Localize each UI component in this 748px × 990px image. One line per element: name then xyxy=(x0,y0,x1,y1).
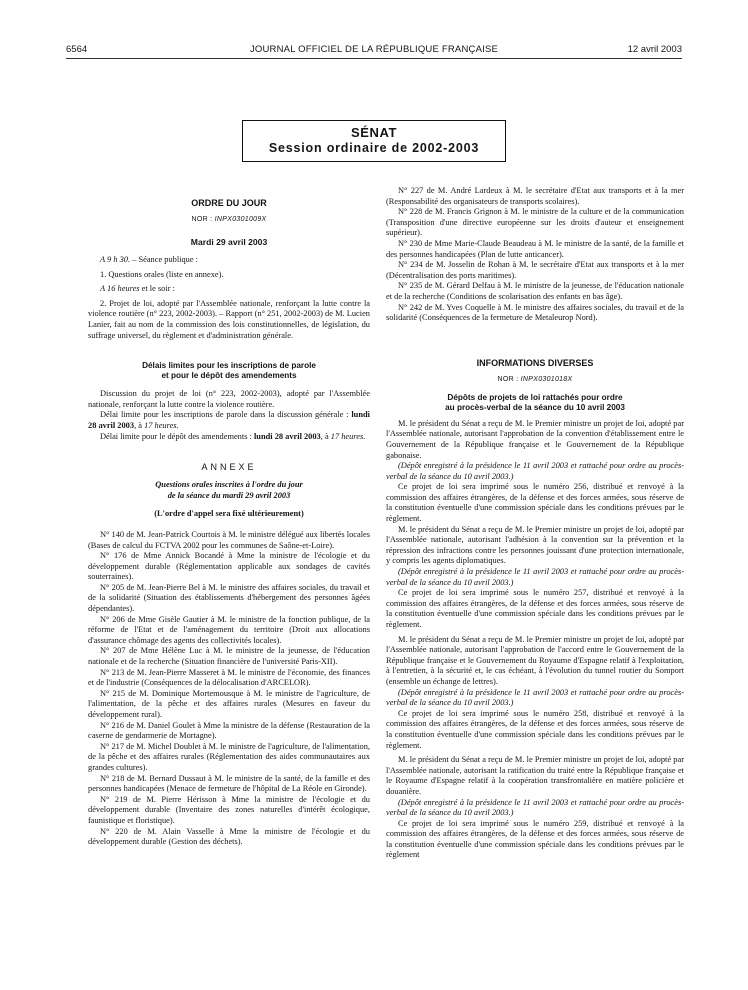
nor-label: NOR : xyxy=(497,375,519,383)
annexe-title: ANNEXE xyxy=(201,462,257,473)
senat-title-box xyxy=(242,120,506,162)
journal-title: JOURNAL OFFICIEL DE LA RÉPUBLIQUE FRANÇAISE xyxy=(249,44,499,55)
date-heading: Mardi 29 avril 2003 xyxy=(190,237,268,247)
nor-code: INPX0301018X xyxy=(520,375,573,383)
depot-text: M. le président du Sénat a reçu de M. le Premier ministre un projet de loi, adopté par l'Assemblée nationale, autorisant l'adhésion à la convention sur la prévention et la répression des infractions contre les personnes jouissant d'une protection internationale, y compris les agents diplomatiques. xyxy=(386,524,684,566)
delais-p2-date: lundi 28 avril 2003 xyxy=(88,410,370,430)
item-1: 1. Questions orales (liste en annexe). xyxy=(100,269,224,279)
question-item: N° 217 de M. Michel Doublet à M. le ministre de l'agriculture, de l'alimentation, de la pêche et des affaires rurales (Réglementation des aides communautaires aux grandes cultures). xyxy=(88,741,370,772)
delais-p3-text: Délai limite pour le dépôt des amendements : xyxy=(100,431,254,441)
depot-print: Ce projet de loi sera imprimé sous le numéro 256, distribué et renvoyé à la commission des affaires étrangères, de la défense et des forces armées, sous réserve de la constitution éventuelle d'une commission spéciale dans les conditions prévues par le règlement. xyxy=(386,482,684,524)
question-item: N° 216 de M. Daniel Goulet à Mme la ministre de la défense (Restauration de la caserne de gendarmerie de Mortagne). xyxy=(88,720,370,741)
depot-text: M. le président du Sénat a reçu de M. le Premier ministre un projet de loi, adopté par l'Assemblée nationale, autorisant la ratification du traité entre la République française et le Royaume d'Espagne relatif à la coopération transfrontalière en matière policière et douanière. xyxy=(386,755,684,796)
delais-p2-time: 17 heures. xyxy=(144,420,179,430)
nor-line xyxy=(88,216,370,223)
nor-code: INPX0301009X xyxy=(214,216,267,223)
annexe-subtitle-2: de la séance du mardi 29 avril 2003 xyxy=(167,490,291,500)
depots-heading-2: au procès-verbal de la séance du 10 avril 2003 xyxy=(445,402,625,412)
delais-paragraph-2 xyxy=(88,410,370,431)
item-2: 2. Projet de loi, adopté par l'Assemblée nationale, renforçant la lutte contre la violence routière (n° 223, 2002-2003). – Rapport (n° 251, 2002-2003) de M. Lucien Lanier, fait au nom de la commission des lois constitutionnelles, de législation, du suffrage universel, du règlement et d'administration générale. xyxy=(88,298,370,340)
senat-title: SÉNAT xyxy=(350,125,398,140)
question-item: N° 219 de M. Pierre Hérisson à Mme la ministre de l'écologie et du développement durable (Inventaire des zones naturelles d'intérêt écologique, faunistique et floristique). xyxy=(88,794,370,825)
page-number: 6564 xyxy=(66,44,88,55)
ordre-du-jour-title: ORDRE DU JOUR xyxy=(191,198,267,208)
nor-label: NOR : xyxy=(191,216,213,223)
questions-list-right xyxy=(386,186,684,324)
question-item: N° 218 de M. Bernard Dussaut à M. le ministre de la santé, de la famille et des personnes handicapées (Menace de fermeture de l'hôpital de La Réole en Gironde). xyxy=(88,773,370,794)
depots-heading-1: Dépôts de projets de loi rattachés pour ordre xyxy=(447,392,623,402)
session-title: Session ordinaire de 2002-2003 xyxy=(268,141,480,155)
delais-heading-2: et pour le dépôt des amendements xyxy=(161,371,297,381)
informations-diverses-title: INFORMATIONS DIVERSES xyxy=(476,357,594,368)
delais-paragraph-3 xyxy=(88,432,370,443)
annexe-note: (L'ordre d'appel sera fixé ultérieurement) xyxy=(154,509,304,519)
depot-note: (Dépôt enregistré à la présidence le 11 avril 2003 et rattaché pour ordre au procès-verbal de la séance du 10 avril 2003.) xyxy=(386,567,684,587)
issue-date: 12 avril 2003 xyxy=(627,44,682,55)
question-item: N° 213 de M. Jean-Pierre Masseret à M. le ministre de l'économie, des finances et de l'industrie (Conséquences de la délocalisation d'ARCELOR). xyxy=(88,667,370,688)
question-item: N° 205 de M. Jean-Pierre Bel à M. le ministre des affaires sociales, du travail et de la solidarité (Situation des établissements d'hébergement des personnes âgées dépendantes). xyxy=(88,582,370,614)
question-item: N° 206 de Mme Gisèle Gautier à M. le ministre de la fonction publique, de la réforme de l'Etat et de l'aménagement du territoire (Droit aux allocations d'assurance chômage des agents des collectivités locales). xyxy=(88,614,370,645)
question-item: N° 140 de M. Jean-Patrick Courtois à M. le ministre délégué aux libertés locales (Bases de calcul du FCTVA 2002 pour les communes de Saône-et-Loire). xyxy=(88,529,370,550)
right-column xyxy=(386,186,684,861)
depot-block xyxy=(386,635,684,752)
annexe-subtitle-1: Questions orales inscrites à l'ordre du jour xyxy=(155,480,303,490)
question-item: N° 228 de M. Francis Grignon à M. le ministre de la culture et de la communication (Transposition d'une directive européenne sur les droits d'auteur et enseignement supérieur). xyxy=(386,207,684,238)
delais-p3-date: lundi 28 avril 2003 xyxy=(253,431,321,441)
question-item: N° 220 de M. Alain Vasselle à Mme la ministre de l'écologie et du développement durable (Gestion des déchets). xyxy=(88,826,370,847)
depot-print: Ce projet de loi sera imprimé sous le numéro 257, distribué et renvoyé à la commission des affaires étrangères, de la défense et des forces armées, sous réserve de la constitution éventuelle d'une commission spéciale dans les conditions prévues par le règlement. xyxy=(386,588,684,629)
delais-p2-sep: , à xyxy=(134,420,145,430)
question-item: N° 227 de M. André Lardeux à M. le secrétaire d'Etat aux transports et à la mer (Responsabilité des organisateurs de transports scolaires). xyxy=(386,186,684,206)
question-item: N° 207 de Mme Hélène Luc à M. le ministre de la jeunesse, de l'éducation nationale et de la recherche (Situation financière de l'université Paris-XII). xyxy=(88,646,370,667)
delais-p3-time: 17 heures. xyxy=(330,431,366,441)
time-line-1 xyxy=(88,255,370,266)
header-rule xyxy=(66,58,682,59)
depot-note: (Dépôt enregistré à la présidence le 11 avril 2003 et rattaché pour ordre au procès-verbal de la séance du 10 avril 2003.) xyxy=(386,797,684,818)
question-item: N° 235 de M. Gérard Delfau à M. le ministre de la jeunesse, de l'éducation nationale et de la recherche (Conditions de scolarisation des enfants en bas âge). xyxy=(386,281,684,301)
question-item: N° 215 de M. Dominique Mortemousque à M. le ministre de l'agriculture, de l'alimentation, de la pêche et des affaires rurales (Mesures en faveur du développement rural). xyxy=(88,688,370,719)
delais-p2-text: Délai limite pour les inscriptions de parole dans la discussion générale : xyxy=(100,410,352,420)
questions-list-left xyxy=(88,530,370,848)
depot-text: M. le président du Sénat a reçu de M. le Premier ministre un projet de loi, adopté par l'Assemblée nationale, autorisant l'approbation de la convention d'établissement entre le Gouvernement de la République française et le Gouvernement de la République gabonaise. xyxy=(386,418,684,460)
question-item: N° 234 de M. Josselin de Rohan à M. le secrétaire d'Etat aux transports et à la mer (Décentralisation des ports maritimes). xyxy=(386,260,684,280)
question-item: N° 230 de Mme Marie-Claude Beaudeau à M. le ministre de la santé, de la famille et des personnes handicapées (Plan de lutte anticancer). xyxy=(386,238,684,259)
depot-note: (Dépôt enregistré à la présidence le 11 avril 2003 et rattaché pour ordre au procès-verbal de la séance du 10 avril 2003.) xyxy=(386,461,684,481)
depot-print: Ce projet de loi sera imprimé sous le numéro 259, distribué et renvoyé à la commission des affaires étrangères, de la défense et des forces armées, sous réserve de la constitution éventuelle d'une commission spéciale dans les conditions prévues par le règlement xyxy=(386,818,684,860)
nor-line-right xyxy=(386,376,684,383)
depot-print: Ce projet de loi sera imprimé sous le numéro 258, distribué et renvoyé à la commission des affaires étrangères, de la défense et des forces armées, sous réserve de la constitution éventuelle d'une commission spéciale dans les conditions prévues par le règlement. xyxy=(386,708,684,750)
depot-block xyxy=(386,525,684,631)
depot-text: M. le président du Sénat a reçu de M. le Premier ministre un projet de loi, adopté par l'Assemblée nationale, autorisant l'approbation de l'accord entre le Gouvernement de la République française et le Gouvernement du Royaume d'Espagne relatif à l'exploitation, à l'entretien, à la sécurité et, le cas échéant, à l'évolution du tunnel routier du Somport (ensemble un échange de lettres). xyxy=(386,634,684,686)
question-item: N° 176 de Mme Annick Bocandé à Mme la ministre de l'écologie et du développement durable (Réglementation applicable aux sondages de cavités souterraines). xyxy=(88,551,370,582)
time-line-2 xyxy=(88,284,370,295)
page-header xyxy=(66,44,682,58)
left-column xyxy=(88,198,370,848)
time-1: A 9 h 30. xyxy=(100,255,131,264)
time-2: A 16 heures xyxy=(100,284,140,294)
delais-paragraph-1: Discussion du projet de loi (n° 223, 2002-2003), adopté par l'Assemblée nationale, renforçant la lutte contre la violence routière. xyxy=(88,389,370,409)
delais-heading-1: Délais limites pour les inscriptions de parole xyxy=(142,361,316,371)
depot-block xyxy=(386,419,684,525)
depot-note: (Dépôt enregistré à la présidence le 11 avril 2003 et rattaché pour ordre au procès-verbal de la séance du 10 avril 2003.) xyxy=(386,687,684,708)
delais-p3-sep: , à xyxy=(320,431,331,441)
time-1-rest: – Séance publique : xyxy=(130,255,199,264)
time-2-rest: et le soir : xyxy=(139,284,175,294)
depot-block xyxy=(386,755,684,861)
question-item: N° 242 de M. Yves Coquelle à M. le ministre des affaires sociales, du travail et de la solidarité (Conséquences de la fermeture de Metaleurop Nord). xyxy=(386,302,684,323)
